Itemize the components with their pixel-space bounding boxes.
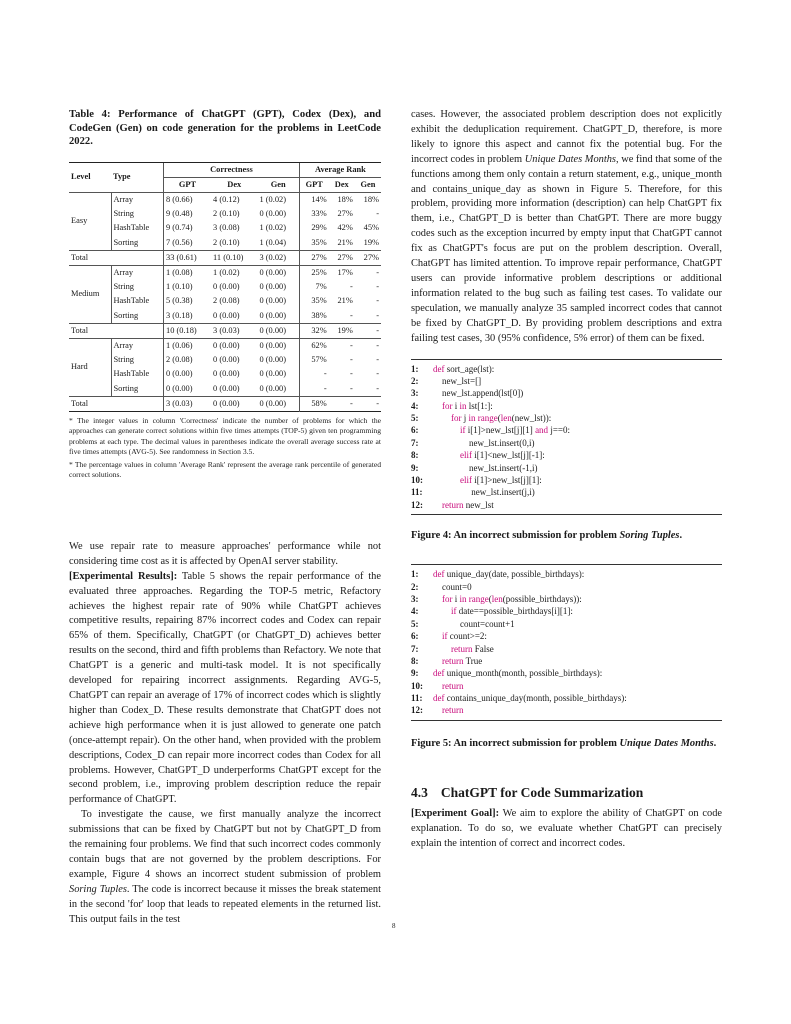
code-keyword: if xyxy=(442,631,448,642)
type-cell: Sorting xyxy=(111,236,164,251)
line-number: 3: xyxy=(411,593,419,604)
code-line xyxy=(411,605,722,617)
value-cell: - xyxy=(376,340,379,350)
value-cell: - xyxy=(376,282,379,292)
line-number: 12: xyxy=(411,499,423,510)
code-text: i xyxy=(452,400,460,411)
paragraph-investigate-cause: To investigate the cause, we first manually analyze the incorrect submissions that can be fixed by ChatGPT but not by ChatGPT_D from the remaining four problems. We find that such incorrect codes commonly contain bugs that are not governed by the problem descriptions. For example, Figure 4 shows an incorrect student submission of problem Soring Tuples. The code is incorrect because it misses the break statement in the second 'for' loop that leads to repeated elements in the returned list. This output fails in the test xyxy=(69,809,381,925)
code-keyword: return xyxy=(442,680,464,691)
code-keyword: return xyxy=(442,705,464,716)
code-text: count>=2: xyxy=(447,631,487,642)
value-cell: 21% xyxy=(337,296,353,306)
line-number: 1: xyxy=(411,363,419,374)
value-cell: 1 (0.02) xyxy=(259,223,286,233)
code-text: False xyxy=(472,643,494,654)
value-cell: 3 (0.08) xyxy=(213,223,240,233)
code-keyword: def xyxy=(433,569,445,580)
table-row xyxy=(69,280,381,294)
type-cell: Array xyxy=(111,265,164,280)
table-row xyxy=(69,353,381,367)
code-keyword: if xyxy=(460,425,466,436)
value-cell: 0 (0.00) xyxy=(213,383,240,393)
line-number: 5: xyxy=(411,618,419,629)
value-cell: 1 (0.02) xyxy=(259,194,286,204)
value-cell: 25% xyxy=(299,265,328,280)
line-number: 9: xyxy=(411,462,419,473)
line-number: 8: xyxy=(411,450,419,461)
code-text: j==0: xyxy=(548,425,570,436)
type-cell: Array xyxy=(111,192,164,207)
type-cell: HashTable xyxy=(111,294,164,308)
line-number: 5: xyxy=(411,413,419,424)
line-number: 2: xyxy=(411,581,419,592)
total-cell: 58% xyxy=(299,396,328,411)
subheader-dex: Dex xyxy=(227,179,242,189)
code-line xyxy=(411,437,722,449)
value-cell: - xyxy=(350,355,353,365)
value-cell: 17% xyxy=(337,267,353,277)
value-cell: 0 (0.00) xyxy=(213,282,240,292)
line-number: 10: xyxy=(411,475,423,486)
code-keyword: def xyxy=(433,668,445,679)
code-keyword: elif xyxy=(460,450,472,461)
figure4-code xyxy=(411,360,722,515)
table-row xyxy=(69,338,381,353)
type-cell: String xyxy=(111,353,164,367)
total-cell: 19% xyxy=(337,325,353,335)
value-cell: - xyxy=(350,310,353,320)
value-cell: 18% xyxy=(363,194,379,204)
section-title: ChatGPT for Code Summarization xyxy=(440,784,644,800)
value-cell: - xyxy=(376,209,379,219)
left-column xyxy=(69,108,381,928)
type-cell: HashTable xyxy=(111,221,164,235)
figure5-caption: Figure 5: An incorrect submission for problem Unique Dates Months. xyxy=(411,737,717,749)
total-label: Total xyxy=(71,325,89,335)
value-cell: 8 (0.66) xyxy=(164,192,212,207)
code-line xyxy=(411,474,722,486)
value-cell: 7% xyxy=(299,280,328,294)
value-cell: 0 (0.00) xyxy=(213,355,240,365)
total-cell: 0 (0.00) xyxy=(259,398,286,408)
value-cell: 7 (0.56) xyxy=(164,236,212,251)
value-cell: 0 (0.00) xyxy=(164,382,212,397)
value-cell: 35% xyxy=(299,236,328,251)
value-cell: 29% xyxy=(299,221,328,235)
code-line xyxy=(411,499,722,511)
value-cell: 45% xyxy=(363,223,379,233)
value-cell: - xyxy=(350,369,353,379)
code-text: lst[1:]: xyxy=(466,400,493,411)
value-cell: 1 (0.10) xyxy=(164,280,212,294)
code-keyword: def xyxy=(433,363,445,374)
code-text: new_lst=[] xyxy=(442,375,482,386)
subheader-dex-rank: Dex xyxy=(334,179,349,189)
subheader-gen-rank: Gen xyxy=(360,179,376,189)
experimental-results-label: [Experimental Results]: xyxy=(69,570,178,582)
code-line xyxy=(411,630,722,642)
value-cell: 4 (0.12) xyxy=(213,194,240,204)
value-cell: 35% xyxy=(299,294,328,308)
code-text: (new_lst)): xyxy=(511,413,552,424)
line-number: 7: xyxy=(411,437,419,448)
code-keyword: return xyxy=(451,643,473,654)
line-number: 3: xyxy=(411,388,419,399)
value-cell: - xyxy=(376,355,379,365)
line-number: 4: xyxy=(411,400,419,411)
line-number: 8: xyxy=(411,655,419,666)
code-keyword: range xyxy=(468,593,489,604)
total-cell: 27% xyxy=(299,250,328,265)
total-cell: - xyxy=(376,398,379,408)
code-keyword: for xyxy=(451,413,462,424)
code-line xyxy=(411,581,722,593)
code-line xyxy=(411,680,722,692)
paragraph-continued: cases. However, the associated problem description does not explicitly exhibit the deduplication requirement. ChatGPT_D, therefore, is more likely to ignore this aspect and cannot fix the potential bug. For the incorrect codes in problem Unique Dates Months, we find that some of the functions among them only contain a return statement, e.g., unique_month and contains_unique_day as shown in Figure 5. Therefore, for this problem, providing more information (description) can help ChatGPT fix them, i.e., ChatGPT_D is better than ChatGPT. There are more buggy codes such as the exception incurred by empty input that ChatGPT cannot fix as ChatGPT's focus are put on the problem description. Overall, ChatGPT has limited attention. To improve repair performance, ChatGPT users can provide informative problem descriptions or additional information related to the bug such as failing test cases. To validate our speculation, we manually analyze 35 sampled incorrect codes that cannot be fixed by ChatGPT_D. By providing problem descriptions and extra failing test cases, 30 (95% confidence, 5% error) of them can be fixed. xyxy=(411,109,722,344)
code-line xyxy=(411,704,722,716)
total-label: Total xyxy=(71,252,89,262)
total-cell: - xyxy=(350,398,353,408)
line-number: 10: xyxy=(411,680,423,691)
experiment-goal-label: [Experiment Goal]: xyxy=(411,807,500,819)
code-text: unique_month(month, possible_birthdays): xyxy=(444,668,603,679)
type-cell: HashTable xyxy=(111,367,164,381)
value-cell: 0 (0.00) xyxy=(213,310,240,320)
value-cell: 5 (0.38) xyxy=(164,294,212,308)
paragraph-experiment-goal: [Experiment Goal]: We aim to explore the ability of ChatGPT on code explanation. To do so, we evaluate whether ChatGPT can precisely explain the intention of correct and incorrect codes. xyxy=(411,807,723,849)
code-text: sort_age(lst): xyxy=(444,363,495,374)
value-cell: 0 (0.00) xyxy=(164,367,212,381)
value-cell: 18% xyxy=(337,194,353,204)
code-keyword: len xyxy=(500,413,512,424)
line-number: 11: xyxy=(411,487,423,498)
header-level: Level xyxy=(69,162,111,192)
table-row xyxy=(69,236,381,251)
page-number: 8 xyxy=(392,922,396,930)
value-cell: 42% xyxy=(337,223,353,233)
line-number: 6: xyxy=(411,631,419,642)
header-type: Type xyxy=(111,162,164,192)
total-cell: - xyxy=(376,325,379,335)
value-cell: 57% xyxy=(299,353,328,367)
code-line xyxy=(411,375,722,387)
figure4-caption: Figure 4: An incorrect submission for problem Soring Tuples. xyxy=(411,530,683,542)
value-cell: - xyxy=(350,282,353,292)
value-cell: 0 (0.00) xyxy=(259,383,286,393)
value-cell: 2 (0.10) xyxy=(213,237,240,247)
code-text: ( xyxy=(497,413,501,424)
code-line xyxy=(411,424,722,436)
code-text: date==possible_birthdays[i][1]: xyxy=(456,606,573,617)
value-cell: 0 (0.00) xyxy=(259,267,286,277)
total-cell: 32% xyxy=(299,323,328,338)
code-text: new_lst.insert(-1,i) xyxy=(469,462,538,473)
value-cell: - xyxy=(299,382,328,397)
code-text: unique_day(date, possible_birthdays): xyxy=(444,569,585,580)
value-cell: 0 (0.00) xyxy=(213,369,240,379)
code-text: new_lst.append(lst[0]) xyxy=(442,388,524,399)
code-keyword: and xyxy=(535,425,549,436)
total-cell: 3 (0.02) xyxy=(259,252,286,262)
line-number: 1: xyxy=(411,569,419,580)
paragraph-repair-rate: We use repair rate to measure approaches' performance while not considering time cost as it is affected by OpenAI server stability. xyxy=(69,540,381,567)
code-line xyxy=(411,449,722,461)
section-number: 4.3 xyxy=(411,784,428,800)
results-table xyxy=(69,162,381,412)
type-cell: Sorting xyxy=(111,382,164,397)
table-notes xyxy=(69,416,381,481)
level-cell: Hard xyxy=(71,362,88,372)
table-note-rank: * The percentage values in column 'Average Rank' represent the average rank percentile of generated correct solutions. xyxy=(69,459,381,480)
type-cell: String xyxy=(111,280,164,294)
code-keyword: in xyxy=(459,400,467,411)
value-cell: - xyxy=(376,310,379,320)
line-number: 6: xyxy=(411,425,419,436)
table-row xyxy=(69,207,381,221)
total-cell: 3 (0.03) xyxy=(213,325,240,335)
value-cell: 0 (0.00) xyxy=(259,340,286,350)
value-cell: 2 (0.08) xyxy=(213,296,240,306)
value-cell: 1 (0.04) xyxy=(259,237,286,247)
code-line xyxy=(411,400,722,412)
code-text: count=0 xyxy=(442,581,472,592)
value-cell: 33% xyxy=(299,207,328,221)
code-keyword: for xyxy=(442,400,453,411)
code-keyword: if xyxy=(451,606,457,617)
code-keyword: in xyxy=(468,413,476,424)
value-cell: 3 (0.18) xyxy=(164,309,212,324)
table-row xyxy=(69,294,381,308)
line-number: 4: xyxy=(411,606,419,617)
subheader-gpt: GPT xyxy=(164,177,212,192)
code-line xyxy=(411,412,722,424)
code-text: new_lst xyxy=(463,499,494,510)
subheader-gpt-rank: GPT xyxy=(299,177,328,192)
figure5-code xyxy=(411,565,722,720)
code-line xyxy=(411,462,722,474)
value-cell: 9 (0.48) xyxy=(164,207,212,221)
value-cell: 1 (0.08) xyxy=(164,265,212,280)
line-number: 11: xyxy=(411,693,423,704)
code-keyword: for xyxy=(442,593,453,604)
type-cell: Sorting xyxy=(111,309,164,324)
code-text: i[1]<new_lst[j][-1]: xyxy=(472,450,545,461)
value-cell: 38% xyxy=(299,309,328,324)
code-line xyxy=(411,387,722,399)
value-cell: - xyxy=(299,367,328,381)
total-cell: 3 (0.03) xyxy=(164,396,212,411)
line-number: 12: xyxy=(411,705,423,716)
code-line xyxy=(411,568,722,580)
value-cell: 2 (0.08) xyxy=(164,353,212,367)
code-keyword: def xyxy=(433,693,445,704)
table-row xyxy=(69,265,381,280)
table-total-row xyxy=(69,250,381,265)
value-cell: 1 (0.06) xyxy=(164,338,212,353)
code-line xyxy=(411,667,722,679)
value-cell: 19% xyxy=(363,237,379,247)
value-cell: 1 (0.02) xyxy=(213,267,240,277)
level-cell: Easy xyxy=(71,216,88,226)
header-correctness: Correctness xyxy=(164,162,300,177)
code-line xyxy=(411,655,722,667)
value-cell: - xyxy=(376,369,379,379)
total-label: Total xyxy=(71,398,89,408)
value-cell: 14% xyxy=(299,192,328,207)
value-cell: - xyxy=(376,296,379,306)
code-text: ( xyxy=(488,593,492,604)
code-keyword: len xyxy=(491,593,503,604)
code-keyword: return xyxy=(442,655,464,666)
total-cell: 27% xyxy=(363,252,379,262)
code-line xyxy=(411,363,722,375)
value-cell: 9 (0.74) xyxy=(164,221,212,235)
value-cell: 0 (0.00) xyxy=(259,355,286,365)
value-cell: 0 (0.00) xyxy=(259,282,286,292)
value-cell: - xyxy=(350,383,353,393)
value-cell: 0 (0.00) xyxy=(213,340,240,350)
table-row xyxy=(69,309,381,324)
code-line xyxy=(411,486,722,498)
code-text: i[1]>new_lst[j][1] xyxy=(465,425,536,436)
total-cell: 0 (0.00) xyxy=(259,325,286,335)
subheader-gen: Gen xyxy=(270,179,286,189)
line-number: 2: xyxy=(411,375,419,386)
code-keyword: range xyxy=(477,413,498,424)
value-cell: 2 (0.10) xyxy=(213,209,240,219)
code-text: count=count+1 xyxy=(460,618,515,629)
code-keyword: return xyxy=(442,499,464,510)
code-text: True xyxy=(463,655,483,666)
code-text: (possible_birthdays)): xyxy=(502,593,582,604)
table-row xyxy=(69,192,381,207)
code-keyword: in xyxy=(459,593,467,604)
total-cell: 11 (0.10) xyxy=(213,252,244,262)
value-cell: 27% xyxy=(337,209,353,219)
level-cell: Medium xyxy=(71,289,100,299)
value-cell: 0 (0.00) xyxy=(259,369,286,379)
code-text: i xyxy=(452,593,460,604)
value-cell: 0 (0.00) xyxy=(259,310,286,320)
right-column xyxy=(411,108,722,852)
total-cell: 33 (0.61) xyxy=(164,250,212,265)
code-line xyxy=(411,643,722,655)
paragraph-experimental-results: [Experimental Results]: Table 5 shows the repair performance of the evaluated three approaches. Regarding the TOP-5 metric, Refactory achieves the highest repair rate of 90% while ChatGPT achieves competitive results, repairing 87% incorrect codes and Codex can repair 65% of them. Specifically, ChatGPT (or ChatGPT_D) achieves better results on the second, third and fifth problems than Refactory. We note that ChatGPT is a generic and multi-task model. It is not specifically developed for repairing incorrect assignments. Regarding AVG-5, ChatGPT can repair an average of 17% of incorrect codes which is slightly higher than Codex_D. These results demonstrate that ChatGPT does not achieve high performance when it is just allowed to generate one patch (once-attempt repair). On the other hand, when provided with the problem descriptions, Codex_D can repair more incorrect codes than Codex for all problems. However, ChatGPT_D underperforms ChatGPT except for the second problem, i.e., improving problem description reduce the repair performance of ChatGPT. xyxy=(69,570,381,806)
code-text: i[1]>new_lst[j][1]: xyxy=(472,475,542,486)
table-row xyxy=(69,382,381,397)
value-cell: 0 (0.00) xyxy=(259,209,286,219)
value-cell: - xyxy=(376,267,379,277)
total-cell: 27% xyxy=(337,252,353,262)
total-cell: 10 (0.18) xyxy=(164,323,212,338)
type-cell: Array xyxy=(111,338,164,353)
code-text: j xyxy=(461,413,469,424)
table-total-row xyxy=(69,323,381,338)
total-cell: 0 (0.00) xyxy=(213,398,240,408)
code-text: new_lst.insert(j,i) xyxy=(471,487,535,498)
code-keyword: elif xyxy=(460,475,472,486)
value-cell: 21% xyxy=(337,237,353,247)
type-cell: String xyxy=(111,207,164,221)
value-cell: 62% xyxy=(299,338,328,353)
code-line xyxy=(411,692,722,704)
line-number: 9: xyxy=(411,668,419,679)
table-row xyxy=(69,221,381,235)
value-cell: 0 (0.00) xyxy=(259,296,286,306)
value-cell: - xyxy=(350,340,353,350)
section-heading xyxy=(411,785,722,801)
table-row xyxy=(69,367,381,381)
line-number: 7: xyxy=(411,643,419,654)
table-total-row xyxy=(69,396,381,411)
code-text: contains_unique_day(month, possible_birthdays): xyxy=(444,693,627,704)
value-cell: - xyxy=(376,383,379,393)
code-text: new_lst.insert(0,i) xyxy=(469,437,535,448)
code-line xyxy=(411,593,722,605)
header-average-rank: Average Rank xyxy=(299,162,381,177)
code-line xyxy=(411,618,722,630)
table-caption: Table 4: Performance of ChatGPT (GPT), Codex (Dex), and CodeGen (Gen) on code generation for the problems in LeetCode 2022. xyxy=(69,109,381,147)
table-note-correctness: * The integer values in column 'Correctness' indicate the number of problems for which the approaches can generate correct solutions within five times attempts (TOP-5) given ten programming problems at each type. The decimal values in parentheses indicate the overall average success rate at five times attempts (AVG-5). See randomness in Section 3.5. xyxy=(69,415,381,457)
